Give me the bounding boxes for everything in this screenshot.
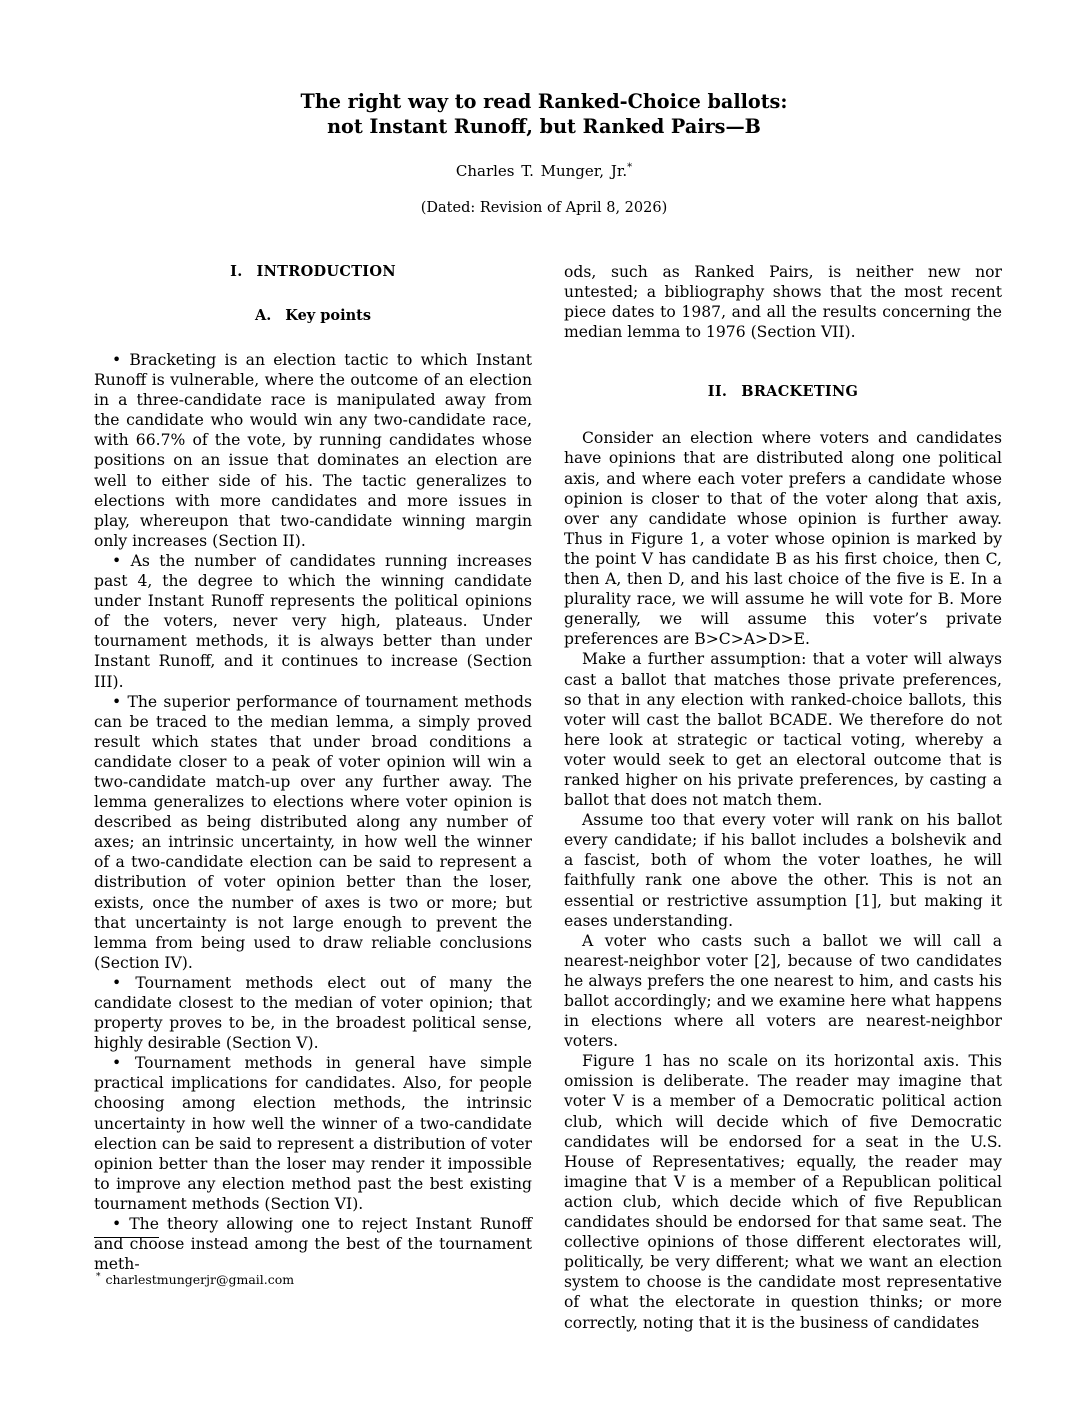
key-point-median-voter: • Tournament methods elect out of many the candidate closest to the median of voter opinion; that property proves to be, in the broadest political sense, highly desirable (Section V).	[94, 973, 532, 1053]
footnote-mark: *	[96, 1272, 101, 1282]
subsection-heading-key-points	[94, 306, 532, 326]
author-footnote-mark: *	[627, 162, 633, 173]
key-point-theory: • The theory allowing one to reject Instant Runoff and choose instead among the best of the tournament meth-	[94, 1215, 532, 1274]
left-column	[94, 262, 532, 1274]
author-name: Charles T. Munger, Jr.	[455, 162, 628, 180]
paragraph-nearest-neighbor: A voter who casts such a ballot we will call a nearest-neighbor voter [2], because of two candidates he always prefers the one nearest to him, and casts his ballot accordingly; and we examine here what happens in elections where all voters are nearest-neighbor voters.	[564, 931, 1002, 1051]
key-point-median-lemma: • The superior performance of tournament methods can be traced to the median lemma, a simply proved result which states that under broad conditions a candidate closer to a peak of voter opinion will win a two-candidate match-up over any further away. The lemma generalizes to elections where voter opinion is described as being distributed along any number of axes; an intrinsic uncertainty, in how well the winner of a two-candidate election can be said to represent a distribution of voter opinion better than the loser, exists, once the number of axes is two or more; but that uncertainty is not large enough to prevent the lemma from being used to draw reliable conclusions (Section IV).	[94, 692, 532, 972]
paper-title	[0, 89, 1088, 139]
paragraph-further-assumption: Make a further assumption: that a voter will always cast a ballot that matches those private preferences, so that in any election with ranked-choice ballots, this voter will cast the ballot BCADE. We therefore do not here look at strategic or tactical voting, whereby a voter would seek to get an electoral outcome that is ranked higher on his private preferences, by casting a ballot that does not match them.	[564, 650, 1002, 810]
dated-line: (Dated: Revision of April 8, 2026)	[420, 200, 668, 216]
right-column	[564, 262, 1002, 1333]
section-number: II.	[707, 383, 728, 401]
title-line-1: The right way to read Ranked-Choice ballots:	[300, 90, 788, 113]
paragraph-rank-every-candidate: Assume too that every voter will rank on his ballot every candidate; if his ballot includes a bolshevik and a fascist, both of whom the voter loathes, he will faithfully rank one above the other. This is not an essential or restrictive assumption [1], but making it eases understanding.	[564, 811, 1002, 930]
title-line-2: not Instant Runoff, but Ranked Pairs—B	[327, 115, 761, 138]
author-line	[0, 158, 1088, 181]
key-point-bracketing: • Bracketing is an election tactic to which Instant Runoff is vulnerable, where the outcome of an election in a three-candidate race is manipulated away from the candidate who would win any two-candidate race, with 66.7% of the vote, by running candidates whose positions on an issue that dominates an election are well to either side of his. The tactic generalizes to elections with more candidates and more issues in play, whereupon that two-candidate winning margin only increases (Section II).	[94, 351, 532, 550]
key-point-implications: • Tournament methods in general have simple practical implications for candidates. Also, for people choosing among election methods, the intrinsic uncertainty in how well the winner of a two-candidate election can be said to represent a distribution of voter opinion better than the loser may render it impossible to improve any election method past the best existing tournament methods (Section VI).	[94, 1054, 532, 1213]
bracketing-body	[564, 428, 1002, 1332]
paragraph-consider: Consider an election where voters and candidates have opinions that are distributed along one political axis, and where each voter prefers a candidate whose opinion is closer to that of the voter along that axis, over any candidate whose opinion is further away. Thus in Figure 1, a voter whose opinion is marked by the point V has candidate B as his first choice, then C, then A, then D, and his last choice of the five is E. In a plurality race, we will assume he will vote for B. More generally, we will assume this voter’s private preferences are B>C>A>D>E.	[564, 429, 1002, 649]
section-number: I.	[230, 263, 243, 280]
footnote	[96, 1268, 294, 1289]
subsection-title: Key points	[285, 307, 372, 324]
section-title: INTRODUCTION	[256, 263, 396, 280]
section-title: BRACKETING	[741, 383, 859, 401]
key-point-plateau: • As the number of candidates running increases past 4, the degree to which the winning candidate under Instant Runoff represents the political opinions of the voters, never very high, plateaus. Under tournament methods, it is always better than under Instant Runoff, and it continues to increase (Section III).	[94, 551, 532, 691]
section-heading-introduction	[94, 262, 532, 282]
section-heading-bracketing	[564, 382, 1002, 402]
subsection-number: A.	[254, 307, 272, 324]
paragraph-figure-scale: Figure 1 has no scale on its horizontal axis. This omission is deliberate. The reader may imagine that voter V is a member of a Democratic political action club, which will decide which of five Democratic candidates will be endorsed for a seat in the U.S. House of Representatives; equally, the reader may imagine that V is a member of a Republican political action club, which decide which of five Republican candidates should be endorsed for that same seat. The collective opinions of those different electorates will, politically, be very different; what we want an election system to choose is the candidate most representative of what the electorate in question thinks; or more correctly, noting that it is the business of candidates	[564, 1052, 1002, 1332]
footnote-email: charlestmungerjr@gmail.com	[105, 1272, 295, 1288]
continuation-paragraph: ods, such as Ranked Pairs, is neither new nor untested; a bibliography shows that the most recent piece dates to 1987, and all the results concerning the median lemma to 1976 (Section VII).	[564, 263, 1002, 342]
footnote-rule	[94, 1237, 159, 1238]
key-points-list	[94, 350, 532, 1274]
